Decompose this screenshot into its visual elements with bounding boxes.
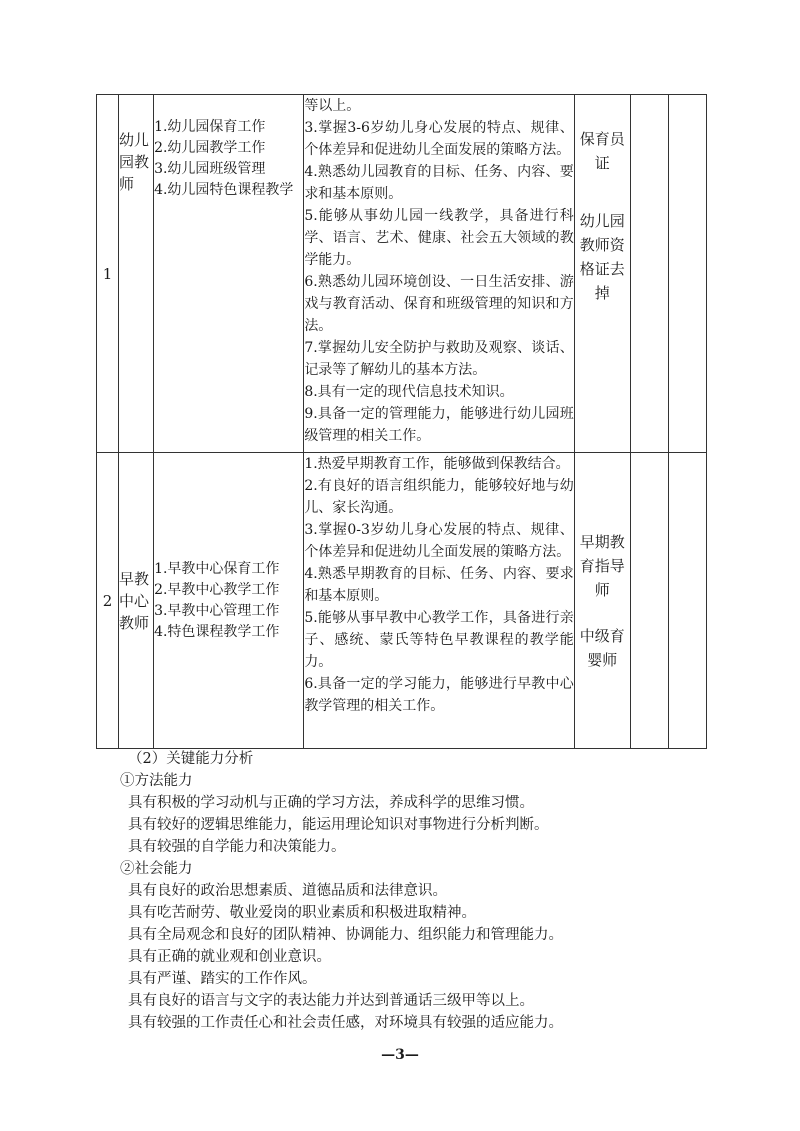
requirements-cell bbox=[304, 95, 574, 453]
requirement-item: 1.热爱早期教育工作，能够做到保教结合。 bbox=[304, 456, 570, 472]
section-heading: （2）关键能力分析 bbox=[128, 751, 254, 767]
paragraph: 具有较好的逻辑思维能力，能运用理论知识对事物进行分析判断。 bbox=[128, 817, 549, 833]
row-number: 2 bbox=[102, 591, 113, 610]
paragraph: 具有良好的政治思想素质、道德品质和法律意识。 bbox=[128, 883, 447, 899]
row-number: 1 bbox=[102, 264, 113, 283]
duty-item: 1.早教中心保育工作 bbox=[154, 560, 280, 577]
paragraph: 具有全局观念和良好的团队精神、协调能力、组织能力和管理能力。 bbox=[128, 927, 563, 943]
duty-item: 2.早教中心教学工作 bbox=[154, 581, 280, 598]
requirement-item: 8.具有一定的现代信息技术知识。 bbox=[304, 384, 514, 400]
duty-item: 3.幼儿园班级管理 bbox=[154, 161, 266, 177]
subsection-heading: ①方法能力 bbox=[120, 773, 193, 789]
duties-cell bbox=[154, 453, 304, 749]
certificate-item: 早期教育指导师 bbox=[579, 532, 625, 599]
requirement-item: 6.具备一定的学习能力，能够进行早教中心教学管理的相关工作。 bbox=[304, 676, 574, 714]
post-name-cell bbox=[119, 95, 154, 453]
paragraph: 具有正确的就业观和创业意识。 bbox=[128, 949, 331, 965]
duty-item: 2.幼儿园教学工作 bbox=[154, 140, 266, 156]
post-name: 幼儿园教师 bbox=[119, 131, 150, 193]
duties-cell bbox=[154, 95, 304, 453]
requirement-item: 4.熟悉幼儿园教育的目标、任务、内容、要求和基本原则。 bbox=[304, 164, 574, 202]
paragraph: 具有吃苦耐劳、敬业爱岗的职业素质和积极进取精神。 bbox=[128, 905, 476, 921]
row-number-cell bbox=[97, 95, 119, 453]
table-row bbox=[97, 453, 707, 749]
requirement-item: 3.掌握0-3岁幼儿身心发展的特点、规律、个体差异和促进幼儿全面发展的策略方法。 bbox=[304, 522, 574, 560]
requirement-item: 5.能够从事早教中心教学工作，具备进行亲子、感统、蒙氏等特色早教课程的教学能力。 bbox=[304, 610, 574, 670]
job-requirements-table bbox=[96, 94, 707, 749]
certificate-item: 保育员证 bbox=[579, 130, 625, 172]
duty-item: 1.幼儿园保育工作 bbox=[154, 119, 266, 135]
duty-item: 4.特色课程教学工作 bbox=[154, 623, 280, 640]
requirement-item: 6.熟悉幼儿园环境创设、一日生活安排、游戏与教育活动、保育和班级管理的知识和方法。 bbox=[304, 274, 574, 334]
table-row bbox=[97, 95, 707, 453]
certificates-cell bbox=[574, 95, 630, 453]
paragraph: 具有严谨、踏实的工作作风。 bbox=[128, 971, 317, 987]
requirement-item: 4.熟悉早期教育的目标、任务、内容、要求和基本原则。 bbox=[304, 566, 574, 604]
page-number: —3— bbox=[381, 1047, 419, 1063]
paragraph: 具有积极的学习动机与正确的学习方法，养成科学的思维习惯。 bbox=[128, 795, 534, 811]
certificate-item: 幼儿园教师资格证去掉 bbox=[579, 212, 625, 302]
row-number-cell bbox=[97, 453, 119, 749]
paragraph: 具有良好的语言与文字的表达能力并达到普通话三级甲等以上。 bbox=[128, 993, 534, 1009]
duty-item: 4.幼儿园特色课程教学 bbox=[154, 182, 294, 198]
empty-cell bbox=[630, 453, 668, 749]
post-name: 早教中心教师 bbox=[119, 569, 150, 632]
empty-cell bbox=[630, 95, 668, 453]
key-ability-analysis bbox=[96, 748, 716, 1034]
requirements-cell bbox=[304, 453, 574, 749]
empty-cell bbox=[668, 453, 706, 749]
certificates-cell bbox=[574, 453, 630, 749]
requirement-item: 7.掌握幼儿安全防护与救助及观察、谈话、记录等了解幼儿的基本方法。 bbox=[304, 340, 574, 378]
post-name-cell bbox=[119, 453, 154, 749]
certificate-item: 中级育婴师 bbox=[579, 626, 625, 669]
requirement-item: 2.有良好的语言组织能力，能够较好地与幼儿、家长沟通。 bbox=[304, 478, 574, 516]
requirement-item: 9.具备一定的管理能力，能够进行幼儿园班级管理的相关工作。 bbox=[304, 406, 574, 444]
empty-cell bbox=[668, 95, 706, 453]
subsection-heading: ②社会能力 bbox=[120, 861, 193, 877]
duty-item: 3.早教中心管理工作 bbox=[154, 602, 280, 619]
paragraph: 具有较强的工作责任心和社会责任感，对环境具有较强的适应能力。 bbox=[128, 1015, 563, 1031]
requirement-item: 3.掌握3-6岁幼儿身心发展的特点、规律、个体差异和促进幼儿全面发展的策略方法。 bbox=[304, 120, 574, 158]
requirement-item: 等以上。 bbox=[304, 98, 361, 114]
paragraph: 具有较强的自学能力和决策能力。 bbox=[128, 839, 346, 855]
requirement-item: 5.能够从事幼儿园一线教学，具备进行科学、语言、艺术、健康、社会五大领域的教学能力。 bbox=[304, 208, 574, 268]
